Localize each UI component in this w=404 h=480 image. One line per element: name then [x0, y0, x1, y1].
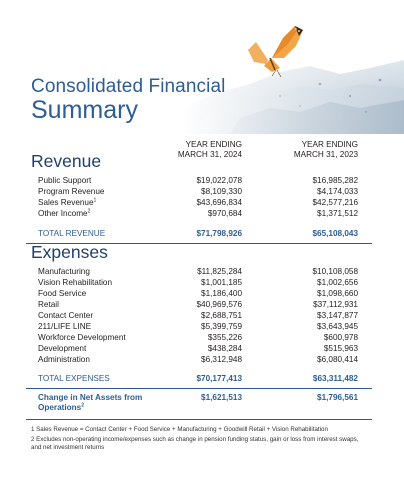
table-row: [38, 278, 358, 288]
total-revenue-row: [38, 229, 358, 239]
row-label: [38, 393, 158, 413]
row-label: Contact Center: [38, 311, 94, 320]
value-2024: $8,109,330: [201, 187, 242, 196]
table-row: [38, 267, 358, 277]
column-header-2023-line2: MARCH 31, 2023: [293, 150, 358, 159]
row-label-text: Other Income: [38, 209, 88, 218]
value-2024: $70,177,413: [196, 374, 242, 383]
row-label: Food Service: [38, 289, 87, 298]
table-row: [38, 176, 358, 186]
value-2024: $43,696,834: [196, 198, 242, 207]
column-header-2023-line1: YEAR ENDING: [301, 140, 358, 149]
footnote: 2 Excludes non-operating income/expenses such as change in pension funding status, gain or loss from interest swaps, and net investment returns: [31, 436, 359, 451]
divider: [26, 419, 372, 420]
value-2024: $5,399,759: [201, 322, 242, 331]
value-2024: $2,688,751: [201, 311, 242, 320]
row-label-text: Sales Revenue: [38, 198, 94, 207]
change-in-net-assets-row: [38, 393, 358, 413]
value-2024: $1,621,513: [201, 393, 242, 402]
footnote-marker: 1: [93, 197, 97, 204]
value-2023: $3,147,877: [317, 311, 358, 320]
value-2024: $1,001,185: [201, 278, 242, 287]
column-header-2024-line2: MARCH 31, 2024: [177, 150, 242, 159]
row-label: 211/LIFE LINE: [38, 322, 92, 331]
table-row: [38, 311, 358, 321]
value-2023: $63,311,482: [312, 374, 358, 383]
row-label-text: Change in Net Assets from Operations: [38, 393, 143, 412]
table-row: [38, 187, 358, 197]
row-label: [38, 209, 90, 219]
value-2023: $42,577,216: [312, 198, 358, 207]
value-2023: $16,985,282: [312, 176, 358, 185]
row-label: TOTAL EXPENSES: [38, 374, 110, 383]
value-2023: $515,963: [323, 344, 358, 353]
footnote-marker: 2: [81, 402, 85, 409]
value-2023: $1,796,561: [317, 393, 358, 402]
value-2024: $1,186,400: [201, 289, 242, 298]
row-label: Program Revenue: [38, 187, 105, 196]
footnote: 1 Sales Revenue = Contact Center + Food Service + Manufacturing + Goodwill Retail + Vision Rehabilitation: [31, 426, 328, 433]
divider: [26, 388, 372, 389]
table-row: [38, 198, 358, 208]
value-2024: $71,798,926: [196, 229, 242, 238]
page-title-line2: Summary: [31, 96, 138, 124]
value-2023: $600,978: [323, 333, 358, 342]
column-header-2023: [294, 140, 358, 160]
row-label: Public Support: [38, 176, 92, 185]
row-label: Development: [38, 344, 87, 353]
value-2024: $438,284: [207, 344, 242, 353]
table-row: [38, 289, 358, 299]
table-row: [38, 333, 358, 343]
row-label: [38, 198, 96, 208]
value-2023: $37,112,931: [313, 300, 358, 309]
row-label: Workforce Development: [38, 333, 126, 342]
value-2024: $355,226: [207, 333, 242, 342]
row-label: TOTAL REVENUE: [38, 229, 106, 238]
total-expenses-row: [38, 374, 358, 384]
value-2024: $11,825,284: [197, 267, 242, 276]
column-header-2024-line1: YEAR ENDING: [185, 140, 242, 149]
value-2023: $10,108,058: [312, 267, 358, 276]
value-2024: $6,312,948: [201, 355, 242, 364]
row-label: Manufacturing: [38, 267, 90, 276]
table-row: [38, 322, 358, 332]
revenue-heading: Revenue: [31, 151, 102, 171]
value-2024: $970,684: [207, 209, 242, 218]
table-row: [38, 300, 358, 310]
hero-banner: [0, 0, 404, 134]
expenses-heading: Expenses: [31, 242, 108, 262]
row-label: Vision Rehabilitation: [38, 278, 113, 287]
value-2024: $40,969,576: [196, 300, 242, 309]
value-2023: $4,174,033: [317, 187, 358, 196]
table-row: [38, 355, 358, 365]
page-title-line1: Consolidated Financial: [31, 76, 226, 97]
row-label: Administration: [38, 355, 90, 364]
table-row: [38, 344, 358, 354]
value-2023: $1,371,512: [317, 209, 358, 218]
value-2023: $1,002,656: [317, 278, 358, 287]
column-header-2024: [178, 140, 242, 160]
value-2023: $3,643,945: [317, 322, 358, 331]
value-2023: $1,098,660: [317, 289, 358, 298]
table-row: [38, 209, 358, 219]
value-2024: $19,022,078: [196, 176, 242, 185]
row-label: Retail: [38, 300, 59, 309]
value-2023: $65,108,043: [312, 229, 358, 238]
value-2023: $6,080,414: [317, 355, 358, 364]
footnote-marker: 2: [87, 208, 91, 215]
